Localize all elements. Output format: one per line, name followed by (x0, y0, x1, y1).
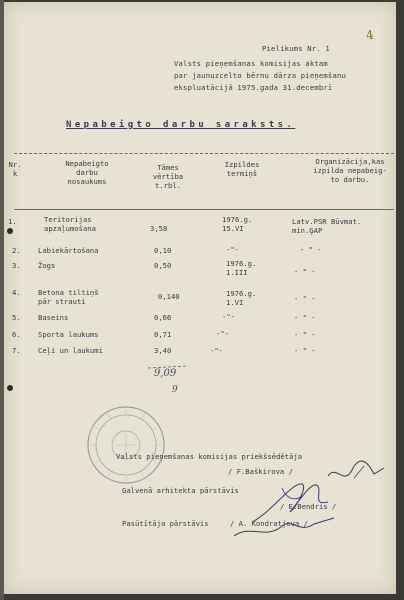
signature-chair-name: / F.Baškirova / (228, 467, 293, 476)
row-1-org: Latv.PSR Būvmat. min.ĢAP (292, 217, 362, 235)
row-1-name: Teritorijas apzaļumošana (44, 215, 96, 233)
signature-chair-title: Valsts pieņemšanas komisijas priekšsēdētāja (116, 452, 303, 461)
row-4-deadline: 1976.g. 1.VI (226, 289, 257, 307)
col-header-deadline: Izpildes termiņš (224, 160, 260, 178)
row-2-cost: 0,10 (154, 246, 172, 255)
row-1-nr: 1. (8, 217, 17, 226)
row-3-nr: 3. (12, 261, 21, 270)
row-6-nr: 6. (12, 330, 21, 339)
row-4-nr: 4. (12, 288, 21, 297)
row-1-cost: 3,58 (150, 224, 168, 233)
page-number-handwritten: 4 (365, 27, 375, 43)
row-4-org: - " - (294, 294, 316, 303)
col-header-name: Nepabeigto darbu nosaukums (65, 159, 109, 186)
row-7-name: Ceļi un laukumi (38, 346, 103, 355)
row-7-org: - " - (294, 346, 316, 355)
signature-customer-title: Pasūtītāja pārstāvis (122, 519, 209, 528)
signature-customer-name: / A. Kondratjeva / (230, 519, 308, 528)
row-3-name: Žogs (38, 261, 56, 270)
table-top-rule (14, 153, 394, 154)
row-5-deadline: -"- (222, 312, 235, 321)
punch-hole-bottom (7, 385, 13, 391)
official-round-stamp (86, 405, 166, 485)
col-header-nr: Nr. k (8, 160, 22, 178)
row-1-deadline: 1976.g. 15.VI (222, 215, 253, 233)
row-2-nr: 2. (12, 246, 21, 255)
row-6-org: - " - (294, 330, 316, 339)
row-5-nr: 5. (12, 313, 21, 322)
row-2-name: Labiekārtošana (38, 246, 99, 255)
row-7-deadline: -"- (210, 346, 223, 355)
document-title: Nepabeigto darbu saraksts. (66, 120, 296, 130)
row-5-org: - " - (294, 313, 316, 322)
row-6-cost: 0,71 (154, 330, 172, 339)
row-7-cost: 3,40 (154, 346, 172, 355)
row-3-deadline: 1976.g. 1.III (226, 259, 257, 277)
handwritten-signature-customer (230, 510, 340, 546)
header-appendix: Pielikums Nr. 1 (262, 44, 330, 53)
signature-architect-title: Galvenā arhitekta pārstāvis (122, 486, 239, 495)
table-header-rule (14, 209, 394, 210)
row-4-cost: 0,140 (158, 292, 180, 301)
col-header-org: Organizācija,kas izpilda nepabeig- to darbu. (313, 157, 387, 184)
row-5-cost: 0,66 (154, 313, 172, 322)
handwritten-subtotal: 9 (172, 385, 178, 395)
row-6-name: Sporta laukums (38, 330, 99, 339)
col-header-cost: Tāmes vērtība t.rbl. (152, 163, 184, 190)
row-2-deadline: -"- (226, 245, 239, 254)
row-7-nr: 7. (12, 346, 21, 355)
row-5-name: Baseins (38, 313, 69, 322)
handwritten-total: 9,09 (154, 368, 177, 379)
header-line-4: ekspluatācijā 1975.gada 31.decembrī (174, 83, 333, 92)
document-page (4, 2, 396, 594)
punch-hole-top (7, 228, 13, 234)
signature-architect-name: / E.Bendris / (280, 502, 337, 511)
row-6-deadline: -"- (216, 329, 229, 338)
row-3-cost: 0,50 (154, 261, 172, 270)
row-4-name: Betona tiltiņš pār strauti (38, 288, 99, 306)
header-line-3: par jaunuzcelto bērnu dārza pieņemšanu (174, 71, 347, 80)
row-3-org: - " - (294, 267, 316, 276)
header-line-2: Valsts pieņemšanas komisijas aktam (174, 59, 328, 68)
row-2-org: - " - (300, 245, 322, 254)
